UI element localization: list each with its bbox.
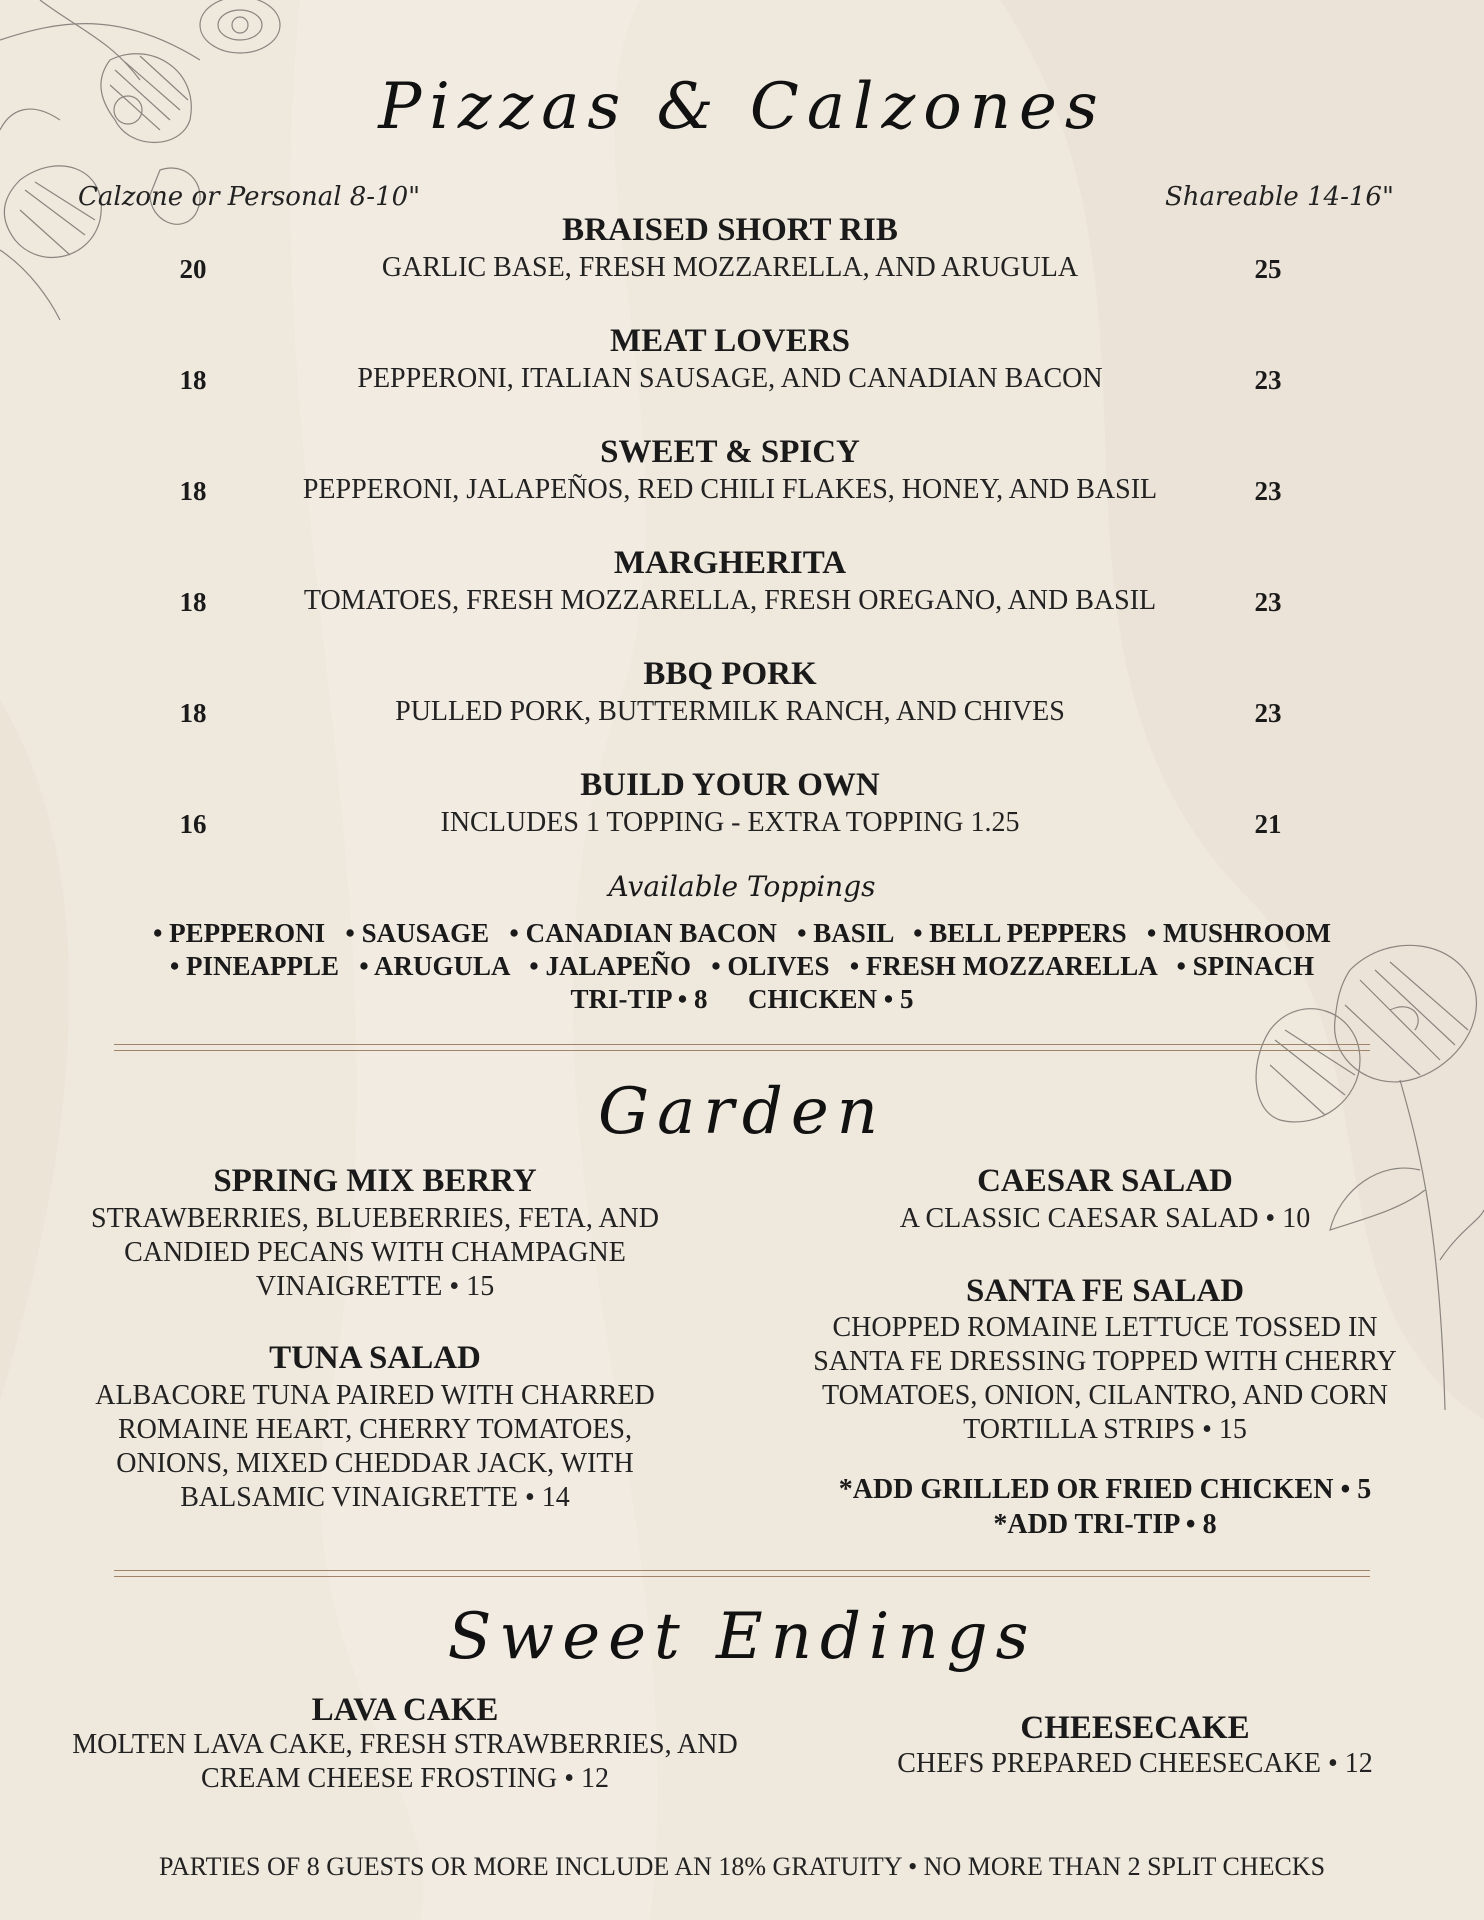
personal-price: 18	[179, 476, 207, 506]
santa-fe-salad-desc	[770, 1311, 1440, 1447]
pizza-description: GARLIC BASE, FRESH MOZZARELLA, AND ARUGULA	[381, 252, 1079, 283]
personal-size-label: Calzone or Personal 8-10"	[78, 182, 421, 212]
gratuity-footer-note: PARTIES OF 8 GUESTS OR MORE INCLUDE AN 18% GRATUITY • NO MORE THAN 2 SPLIT CHECKS	[158, 1852, 1326, 1881]
pizza-description: PEPPERONI, JALAPEÑOS, RED CHILI FLAKES, HONEY, AND BASIL	[302, 474, 1158, 505]
pizza-name: MARGHERITA	[613, 545, 847, 581]
lava-cake-desc	[60, 1728, 750, 1796]
add-chicken-note: *ADD GRILLED OR FRIED CHICKEN • 5	[838, 1474, 1372, 1505]
pizza-description: INCLUDES 1 TOPPING - EXTRA TOPPING 1.25	[440, 807, 1020, 838]
shareable-price: 25	[1254, 254, 1282, 284]
shareable-price: 23	[1254, 587, 1282, 617]
personal-price: 18	[179, 365, 207, 395]
shareable-price: 23	[1254, 365, 1282, 395]
personal-price: 18	[179, 587, 207, 617]
desc-line: BALSAMIC VINAIGRETTE • 14	[180, 1482, 570, 1513]
desc-line: CHOPPED ROMAINE LETTUCE TOSSED IN	[832, 1312, 1378, 1343]
toppings-line-3: TRI-TIP • 8 CHICKEN • 5	[570, 984, 914, 1014]
tuna-salad-desc	[60, 1379, 690, 1515]
pizza-name: MEAT LOVERS	[610, 323, 850, 359]
desc-line: TORTILLA STRIPS • 15	[963, 1414, 1247, 1445]
shareable-price: 21	[1254, 809, 1282, 839]
toppings-line-1: • PEPPERONI • SAUSAGE • CANADIAN BACON • BASIL • BELL PEPPERS • MUSHROOM	[152, 918, 1332, 948]
desc-line: STRAWBERRIES, BLUEBERRIES, FETA, AND	[91, 1203, 659, 1234]
pizza-name: BRAISED SHORT RIB	[562, 212, 898, 248]
available-toppings-title: Available Toppings	[608, 870, 876, 903]
toppings-line-2: • PINEAPPLE • ARUGULA • JALAPEÑO • OLIVES • FRESH MOZZARELLA • SPINACH	[169, 951, 1315, 981]
cheesecake-name: CHEESECAKE	[1020, 1710, 1250, 1746]
section-divider-1	[114, 1044, 1370, 1051]
desc-line: CREAM CHEESE FROSTING • 12	[200, 1763, 610, 1794]
pizza-name: BBQ PORK	[643, 656, 817, 692]
desc-line: MOLTEN LAVA CAKE, FRESH STRAWBERRIES, AND	[72, 1729, 738, 1760]
personal-price: 16	[179, 809, 207, 839]
caesar-salad-desc: A CLASSIC CAESAR SALAD • 10	[899, 1203, 1311, 1234]
desc-line: CANDIED PECANS WITH CHAMPAGNE	[124, 1237, 626, 1268]
pizza-description: TOMATOES, FRESH MOZZARELLA, FRESH OREGANO, AND BASIL	[303, 585, 1157, 616]
garden-section-title: Garden	[598, 1075, 886, 1149]
desc-line: VINAIGRETTE • 15	[255, 1271, 495, 1302]
shareable-price: 23	[1254, 698, 1282, 728]
lava-cake-name: LAVA CAKE	[311, 1692, 499, 1728]
pizzas-section-title: Pizzas & Calzones	[378, 70, 1106, 144]
pizza-name: SWEET & SPICY	[600, 434, 860, 470]
sweet-endings-section-title: Sweet Endings	[447, 1600, 1037, 1674]
pizza-description: PEPPERONI, ITALIAN SAUSAGE, AND CANADIAN BACON	[357, 363, 1103, 394]
desc-line: ROMAINE HEART, CHERRY TOMATOES,	[117, 1414, 633, 1445]
caesar-salad-name: CAESAR SALAD	[977, 1163, 1233, 1199]
desc-line: TOMATOES, ONION, CILANTRO, AND CORN	[822, 1380, 1388, 1411]
cheesecake-desc: CHEFS PREPARED CHEESECAKE • 12	[897, 1748, 1373, 1779]
santa-fe-salad-name: SANTA FE SALAD	[965, 1273, 1245, 1309]
spring-mix-berry-desc	[60, 1202, 690, 1304]
add-tri-tip-note: *ADD TRI-TIP • 8	[993, 1509, 1217, 1540]
shareable-price: 23	[1254, 476, 1282, 506]
section-divider-2	[114, 1570, 1370, 1577]
desc-line: ALBACORE TUNA PAIRED WITH CHARRED	[95, 1380, 655, 1411]
pizza-description: PULLED PORK, BUTTERMILK RANCH, AND CHIVES	[395, 696, 1065, 727]
tuna-salad-name: TUNA SALAD	[269, 1340, 481, 1376]
personal-price: 20	[179, 254, 207, 284]
desc-line: SANTA FE DRESSING TOPPED WITH CHERRY	[813, 1346, 1397, 1377]
shareable-size-label: Shareable 14-16"	[1165, 182, 1394, 212]
personal-price: 18	[179, 698, 207, 728]
desc-line: ONIONS, MIXED CHEDDAR JACK, WITH	[116, 1448, 634, 1479]
pizza-name: BUILD YOUR OWN	[580, 767, 880, 803]
spring-mix-berry-name: SPRING MIX BERRY	[213, 1163, 537, 1199]
